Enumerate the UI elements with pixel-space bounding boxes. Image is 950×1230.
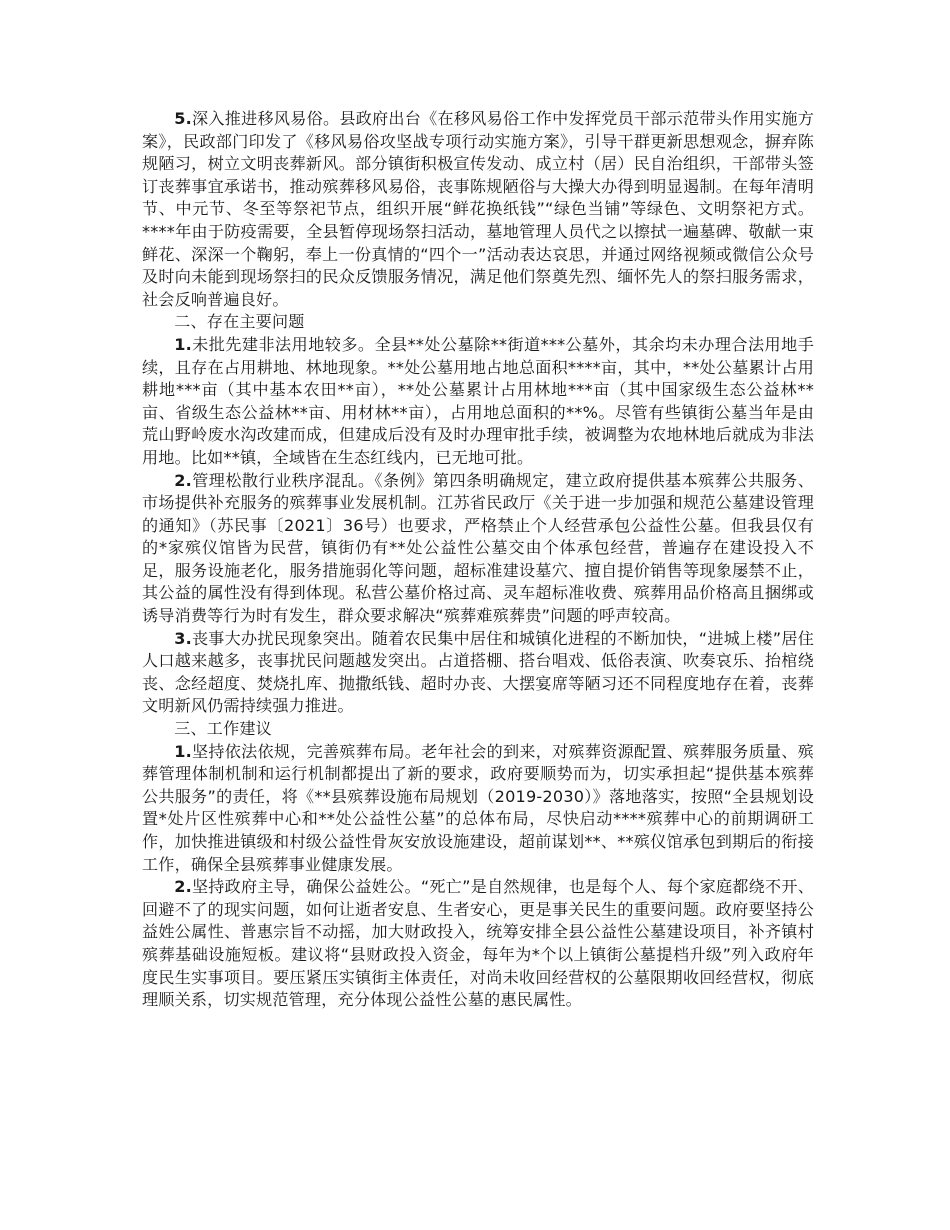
section-heading-suggestions: 三、工作建议 (174, 719, 272, 739)
paragraph-text: 坚持政府主导，确保公益姓公。“死亡”是自然规律，也是每个人、每个家庭都绕不开、回避不了的现实问题，如何让逝者安息、生者安心，更是事关民生的重要问题。政府要坚持公益姓公属性、普惠宗旨不动摇，加大财政投入，统筹安排全县公益性公墓建设项目，补齐镇村殡葬基础设施短板。建议将“县财政投入资金，每年为*个以上镇街公墓提档升级”列入政府年度民生实事项目。要压紧压实镇街主体责任，对尚未收回经营权的公墓限期收回经营权，彻底理顺关系，切实规范管理，充分体现公益性公墓的惠民属性。 (142, 877, 814, 1010)
paragraph-text: 丧事大办扰民现象突出。随着农民集中居住和城镇化进程的不断加快，“进城上楼”居住人口越来越多，丧事扰民问题越发突出。占道搭棚、搭台唱戏、低俗表演、吹奏哀乐、抬棺绕丧、念经超度、焚烧扎库、抛撒纸钱、超时办丧、大摆宴席等陋习还不同程度地存在着，丧葬文明新风仍需持续强力推进。 (142, 628, 814, 716)
paragraph-text: 坚持依法依规，完善殡葬布局。老年社会的到来，对殡葬资源配置、殡葬服务质量、殡葬管理体制机制和运行机制都提出了新的要求，政府要顺势而为，切实承担起“提供基本殡葬公共服务”的责任，将《**县殡葬设施布局规划（2019-2030）》落地落实，按照“全县规划设置*处片区性殡葬中心和**处公益性公墓”的总体布局，尽快启动****殡葬中心的前期调研工作，加快推进镇级和村级公益性骨灰安放设施建设，超前谋划**、**殡仪馆承包到期后的衔接工作，确保全县殡葬事业健康发展。 (142, 741, 814, 874)
paragraph-suggestion-1 (142, 741, 814, 877)
paragraph-text: 未批先建非法用地较多。全县**处公墓除**街道***公墓外，其余均未办理合法用地手续，且存在占用耕地、林地现象。**处公墓用地占地总面积****亩，其中，**处公墓累计占用耕地***亩（其中基本农田**亩），**处公墓累计占用林地***亩（其中国家级生态公益林**亩、省级生态公益林**亩、用材林**亩），占用地总面积的**%。尽管有些镇街公墓当年是由荒山野岭废水沟改建而成，但建成后没有及时办理审批手续，被调整为农地林地后就成为非法用地。比如**镇，全域皆在生态红线内，已无地可批。 (142, 334, 814, 467)
paragraph-text: 管理松散行业秩序混乱。《条例》第四条明确规定，建立政府提供基本殡葬公共服务、市场提供补充服务的殡葬事业发展机制。江苏省民政厅《关于进一步加强和规范公墓建设管理的通知》（苏民事〔2021〕36号）也要求，严格禁止个人经营承包公益性公墓。但我县仅有的*家殡仪馆皆为民营，镇街仍有**处公益性公墓交由个体承包经营，普遍存在建设投入不足，服务设施老化，服务措施弱化等问题，超标准建设墓穴、擅自提价销售等现象屡禁不止，其公益的属性没有得到体现。私营公墓价格过高、灵车超标准收费、殡葬用品价格高且捆绑或诱导消费等行为时有发生，群众要求解决“殡葬难殡葬贵”问题的呼声较高。 (142, 470, 814, 626)
paragraph-text: 深入推进移风易俗。县政府出台《在移风易俗工作中发挥党员干部示范带头作用实施方案》，民政部门印发了《移风易俗攻坚战专项行动实施方案》，引导干群更新思想观念，摒弃陈规陋习，树立文明丧葬新风。部分镇街积极宣传发动、成立村（居）民自治组织，干部带头签订丧葬事宜承诺书，推动殡葬移风易俗，丧事陈规陋俗与大操大办得到明显遏制。在每年清明节、中元节、冬至等祭祀节点，组织开展“鲜花换纸钱”“绿色当铺”等绿色、文明祭祀方式。****年由于防疫需要，全县暂停现场祭扫活动，墓地管理人员代之以擦拭一遍墓碑、敬献一束鲜花、深深一个鞠躬，奉上一份真情的“四个一”活动表达哀思，并通过网络视频或微信公众号及时向未能到现场祭扫的民众反馈服务情况，满足他们祭奠先烈、缅怀先人的祭扫服务需求，社会反响普遍良好。 (142, 109, 814, 309)
paragraph-number: 2. (174, 877, 192, 897)
paragraph-number: 1. (174, 741, 192, 761)
section-heading-problems: 二、存在主要问题 (174, 312, 305, 332)
paragraph-5-moving-customs (142, 108, 814, 311)
paragraph-number: 2. (174, 470, 192, 490)
paragraph-number: 1. (174, 334, 192, 354)
paragraph-problem-3 (142, 628, 814, 718)
paragraph-problem-1 (142, 334, 814, 470)
document-page (142, 108, 814, 1012)
paragraph-suggestion-2 (142, 876, 814, 1012)
paragraph-number: 3. (174, 628, 192, 648)
paragraph-problem-2 (142, 470, 814, 628)
paragraph-number: 5. (174, 109, 192, 128)
